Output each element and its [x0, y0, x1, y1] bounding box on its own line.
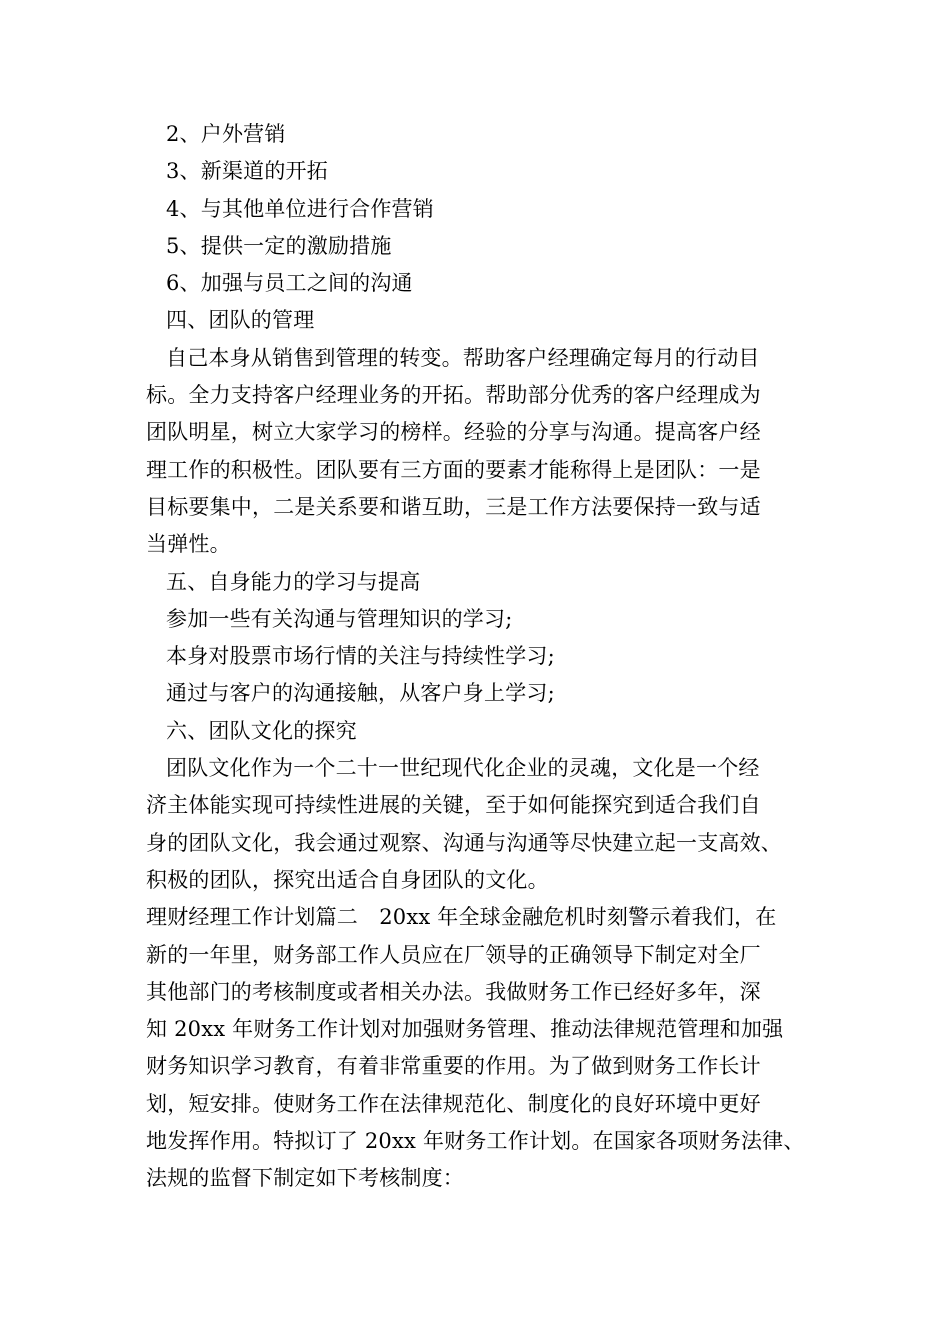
text-line: 划，短安排。使财务工作在法律规范化、制度化的良好环境中更好 [146, 1091, 761, 1116]
text-line: 目标要集中，二是关系要和谐互助，三是工作方法要保持一致与适 [146, 494, 761, 519]
document-body [146, 116, 814, 1198]
text-line: 4、与其他单位进行合作营销 [166, 196, 434, 221]
text-line: 地发挥作用。特拟订了 20xx 年财务工作计划。在国家各项财务法律、 [146, 1129, 805, 1154]
text-line: 5、提供一定的激励措施 [166, 233, 392, 258]
text-line: 自己本身从销售到管理的转变。帮助客户经理确定每月的行动目 [166, 345, 760, 370]
text-line: 六、团队文化的探究 [166, 718, 357, 743]
text-line: 身的团队文化，我会通过观察、沟通与沟通等尽快建立起一支高效、 [146, 830, 782, 855]
text-line: 五、自身能力的学习与提高 [166, 569, 421, 594]
text-line: 团队明星，树立大家学习的榜样。经验的分享与沟通。提高客户经 [146, 420, 761, 445]
text-line: 法规的监督下制定如下考核制度： [146, 1166, 464, 1191]
text-line: 本身对股票市场行情的关注与持续性学习; [166, 644, 555, 669]
text-line: 2、户外营销 [166, 122, 286, 146]
text-line: 当弹性。 [146, 532, 231, 557]
text-line: 通过与客户的沟通接触，从客户身上学习; [166, 681, 555, 706]
text-line: 四、团队的管理 [166, 308, 315, 333]
text-line: 知 20xx 年财务工作计划对加强财务管理、推动法律规范管理和加强 [146, 1017, 784, 1042]
text-line: 3、新渠道的开拓 [166, 159, 328, 184]
text-line: 济主体能实现可持续性进展的关键，至于如何能探究到适合我们自 [146, 793, 761, 818]
text-line: 其他部门的考核制度或者相关办法。我做财务工作已经好多年，深 [146, 979, 761, 1004]
text-line: 新的一年里，财务部工作人员应在厂领导的正确领导下制定对全厂 [146, 942, 761, 967]
text-line: 参加一些有关沟通与管理知识的学习; [166, 606, 513, 631]
text-line: 财务知识学习教育，有着非常重要的作用。为了做到财务工作长计 [146, 1054, 761, 1079]
text-line: 团队文化作为一个二十一世纪现代化企业的灵魂，文化是一个经 [166, 756, 760, 781]
text-line: 标。全力支持客户经理业务的开拓。帮助部分优秀的客户经理成为 [146, 383, 761, 408]
text-line: 积极的团队，探究出适合自身团队的文化。 [146, 867, 549, 892]
text-line: 6、加强与员工之间的沟通 [166, 271, 413, 296]
text-line: 理工作的积极性。团队要有三方面的要素才能称得上是团队：一是 [146, 457, 761, 482]
text-line: 理财经理工作计划篇二 20xx 年全球金融危机时刻警示着我们，在 [146, 905, 777, 930]
